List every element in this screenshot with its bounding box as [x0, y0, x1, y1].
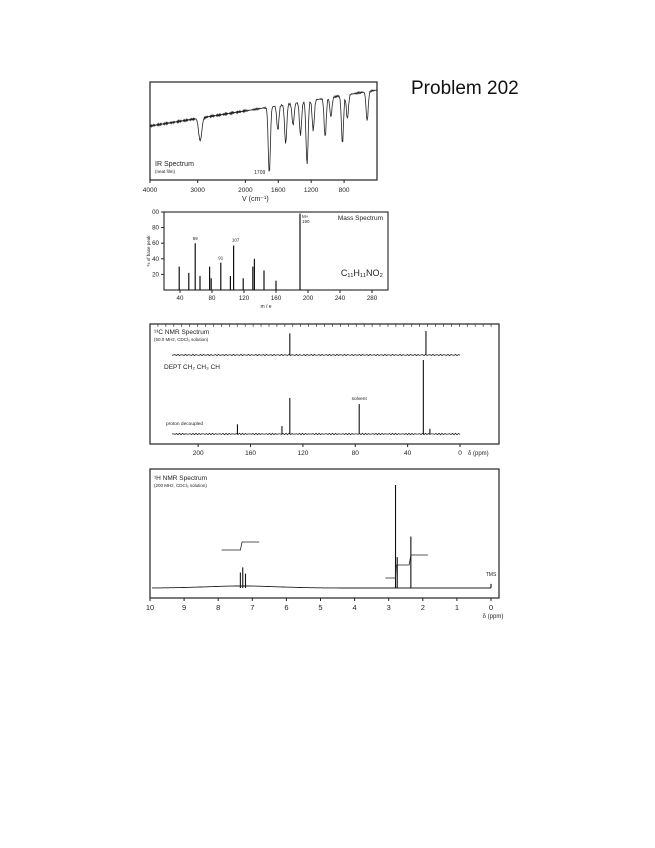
ms-x-tick-label: 240: [334, 295, 346, 302]
h1-x-tick-label: 1: [454, 603, 459, 612]
ir-x-tick-label: 1600: [271, 187, 286, 194]
ms-y-tick-label: 00: [152, 209, 159, 216]
ms-x-tick-label: 280: [366, 295, 378, 302]
h1-integral-aromatic: [222, 542, 260, 550]
ms-peak-label: 59: [192, 236, 198, 242]
h1-x-tick-label: 10: [145, 603, 155, 612]
ms-peak-label: 107: [231, 237, 240, 243]
ms-x-tick-label: 40: [176, 295, 184, 302]
h1-x-tick-label: 5: [318, 603, 323, 612]
ir-x-tick-label: 4000: [142, 187, 158, 194]
ms-x-axis-label: m / e: [260, 304, 272, 310]
h1-nmr-chart: [142, 467, 502, 627]
ir-peak-label: 1709: [254, 170, 266, 176]
c13-x-tick-label: 200: [192, 450, 204, 457]
c13-x-tick-label: 120: [297, 450, 309, 457]
ir-sublabel: (neat film): [155, 169, 176, 174]
ms-peak-label: M+: [302, 214, 309, 219]
h1-x-tick-label: 3: [386, 603, 391, 612]
ir-x-tick-label: 2000: [238, 187, 253, 194]
page-title: Problem 202: [411, 78, 519, 99]
ms-y-axis-label: % of base peak: [146, 235, 151, 267]
c13-sublabel: (50.0 MHz, CDCl₃ solution): [154, 337, 209, 342]
ms-formula: C₁₁H₁₁NO₂: [340, 267, 383, 278]
h1-integral-ch3: [409, 555, 428, 565]
c13-decoupled-label: proton decoupled: [166, 422, 204, 427]
c13-decoupled-baseline: [172, 433, 460, 434]
ir-x-tick-label: 3000: [190, 187, 205, 194]
ir-trace: [150, 90, 377, 172]
h1-x-axis-label: δ (ppm): [482, 614, 504, 620]
ir-x-tick-label: 1200: [303, 187, 319, 194]
ms-peak-label: 190: [302, 219, 310, 224]
ms-y-tick-label: 80: [152, 224, 159, 232]
h1-x-tick-label: 8: [216, 603, 221, 612]
ms-y-tick-label: 40: [152, 255, 159, 263]
ms-y-tick-label: 60: [152, 240, 159, 248]
h1-baseline: [152, 586, 491, 588]
h1-x-tick-label: 0: [488, 603, 494, 612]
ms-y-tick-label: 20: [152, 271, 159, 279]
h1-x-tick-label: 7: [250, 603, 255, 612]
ir-spectrum-chart: [142, 80, 385, 205]
ir-x-tick-label: 800: [338, 187, 350, 194]
ir-label: IR Spectrum: [155, 161, 194, 168]
h1-x-tick-label: 4: [352, 603, 357, 612]
ms-x-tick-label: 120: [238, 295, 250, 302]
c13-dept-baseline: [172, 354, 460, 355]
h1-x-tick-label: 6: [284, 603, 289, 612]
c13-x-tick-label: 0: [458, 450, 462, 457]
c13-x-tick-label: 80: [351, 450, 359, 457]
h1-x-tick-label: 2: [420, 603, 425, 612]
c13-x-axis-label: δ (ppm): [468, 451, 489, 457]
ms-frame: [164, 212, 388, 290]
ir-x-axis-label: V (cm⁻¹): [242, 196, 269, 203]
ms-peak-label: 91: [218, 255, 224, 261]
c13-solvent-label: solvent: [351, 397, 367, 402]
c13-x-tick-label: 40: [404, 450, 412, 457]
ms-x-tick-label: 200: [302, 295, 314, 302]
c13-label: ¹³C NMR Spectrum: [154, 329, 210, 336]
h1-frame: [150, 469, 499, 598]
h1-tms-label: TMS: [485, 572, 497, 578]
ms-label: Mass Spectrum: [337, 215, 383, 222]
mass-spectrum-chart: [142, 208, 394, 312]
h1-sublabel: (200 MHz, CDCl₃ solution): [154, 483, 207, 488]
c13-nmr-chart: [142, 322, 502, 460]
ms-x-tick-label: 160: [270, 295, 282, 302]
ms-x-tick-label: 80: [208, 295, 216, 302]
c13-x-tick-label: 160: [245, 450, 256, 457]
h1-label: ¹H NMR Spectrum: [154, 475, 208, 482]
c13-dept-label: DEPT CH₂ CH₃ CH: [164, 364, 220, 371]
h1-x-tick-label: 9: [182, 603, 187, 612]
